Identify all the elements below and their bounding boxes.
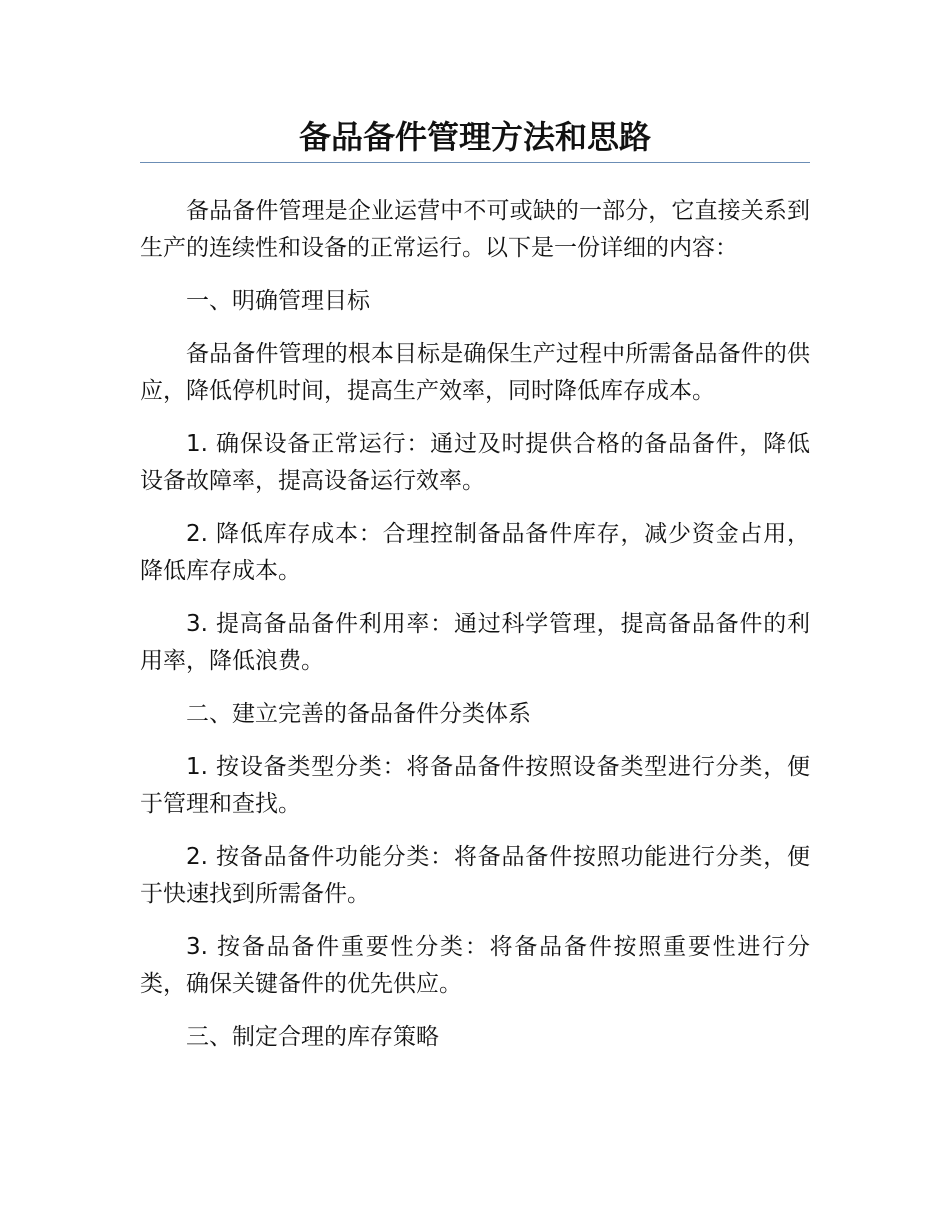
intro-paragraph: 备品备件管理是企业运营中不可或缺的一部分，它直接关系到生产的连续性和设备的正常运行。以下是一份详细的内容： — [140, 198, 810, 261]
section-1-item-3: 3. 提高备品备件利用率：通过科学管理，提高备品备件的利用率，降低浪费。 — [140, 611, 810, 674]
section-heading-2: 二、建立完善的备品备件分类体系 — [186, 701, 531, 727]
section-2-item-3: 3. 按备品备件重要性分类：将备品备件按照重要性进行分类，确保关键备件的优先供应。 — [140, 934, 810, 997]
document-body — [140, 193, 810, 1056]
section-2-item-2: 2. 按备品备件功能分类：将备品备件按照功能进行分类，便于快速找到所需备件。 — [140, 844, 810, 907]
section-1-item-2: 2. 降低库存成本：合理控制备品备件库存，减少资金占用，降低库存成本。 — [140, 521, 810, 584]
title-divider — [140, 162, 810, 163]
document-page — [140, 0, 810, 1072]
section-heading-1: 一、明确管理目标 — [186, 288, 370, 314]
section-heading-3: 三、制定合理的库存策略 — [186, 1024, 439, 1050]
section-1-paragraph: 备品备件管理的根本目标是确保生产过程中所需备品备件的供应，降低停机时间，提高生产效率，同时降低库存成本。 — [140, 341, 810, 404]
document-title: 备品备件管理方法和思路 — [298, 118, 651, 156]
section-1-item-1: 1. 确保设备正常运行：通过及时提供合格的备品备件，降低设备故障率，提高设备运行效率。 — [140, 431, 810, 494]
section-2-item-1: 1. 按设备类型分类：将备品备件按照设备类型进行分类，便于管理和查找。 — [140, 754, 810, 817]
